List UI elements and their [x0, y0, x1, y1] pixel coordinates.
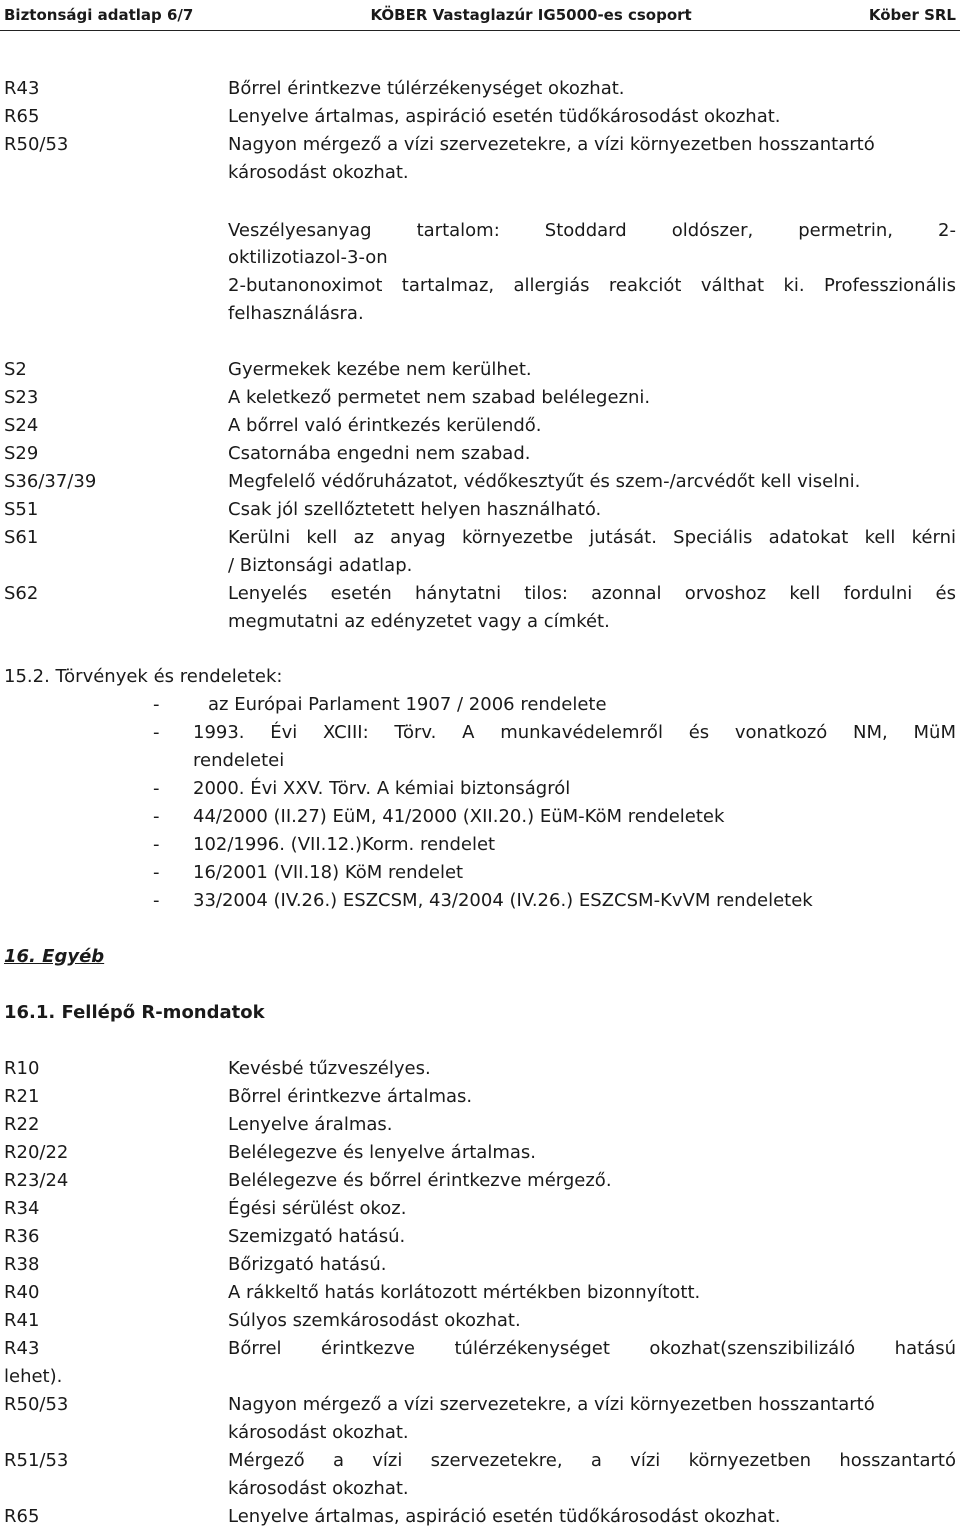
r-phrase: károsodást okozhat.: [228, 1422, 409, 1443]
r-phrase: Bőrrel érintkezve túlérzékenységet okozhat.: [228, 78, 625, 99]
s-phrase: A bőrrel való érintkezés kerülendő.: [228, 415, 542, 436]
r-code: R65: [4, 106, 40, 127]
s-phrase: Csatornába engedni nem szabad.: [228, 443, 531, 464]
s-phrase: Csak jól szellőztetett helyen használható.: [228, 499, 602, 520]
s-code: S23: [4, 387, 39, 408]
section-16-1-subtitle: 16.1. Fellépő R-mondatok: [4, 1002, 265, 1023]
hazard-note-line: 2-butanonoximot tartalmaz, allergiás reakciót válthat ki. Professzionális: [228, 275, 956, 296]
r-code: R21: [4, 1086, 40, 1107]
s-code: S36/37/39: [4, 471, 97, 492]
law-bullet: -: [153, 862, 160, 883]
s-phrase: / Biztonsági adatlap.: [228, 555, 413, 576]
law-item: az Európai Parlament 1907 / 2006 rendelete: [208, 694, 607, 715]
page-header: [0, 0, 960, 30]
r-phrase: Lenyelve áralmas.: [228, 1114, 393, 1135]
header-product-name: KÖBER Vastaglazúr IG5000-es csoport: [370, 6, 692, 24]
r-code: R36: [4, 1226, 40, 1247]
law-item: 16/2001 (VII.18) KöM rendelet: [193, 862, 464, 883]
r-phrase: Szemizgató hatású.: [228, 1226, 406, 1247]
r-phrase: Lenyelve ártalmas, aspiráció esetén tüdőkárosodást okozhat.: [228, 1506, 781, 1527]
r-code: R50/53: [4, 134, 69, 155]
r-phrase: Kevésbé tűzveszélyes.: [228, 1058, 431, 1079]
hazard-note-line: Veszélyesanyag tartalom: Stoddard oldószer, permetrin, 2-: [228, 220, 956, 241]
r-code: R40: [4, 1282, 40, 1303]
law-item: 33/2004 (IV.26.) ESZCSM, 43/2004 (IV.26.) ESZCSM-KvVM rendeletek: [193, 890, 813, 911]
r-code: R38: [4, 1254, 40, 1275]
law-bullet: -: [153, 694, 160, 715]
r-phrase: A rákkeltő hatás korlátozott mértékben bizonnyított.: [228, 1282, 701, 1303]
s-code: S24: [4, 415, 39, 436]
s-code: S2: [4, 359, 27, 380]
s-phrase: Megfelelő védőruházatot, védőkesztyűt és szem-/arcvédőt kell viselni.: [228, 471, 861, 492]
r-phrase: Belélegezve és bőrrel érintkezve mérgező.: [228, 1170, 612, 1191]
r-phrase: Mérgező a vízi szervezetekre, a vízi környezetben hosszantartó: [228, 1450, 956, 1471]
r-phrase: Égési sérülést okoz.: [228, 1198, 407, 1219]
law-bullet: -: [153, 834, 160, 855]
header-divider: [0, 30, 960, 31]
r-phrase: károsodást okozhat.: [228, 162, 409, 183]
r-code: R22: [4, 1114, 40, 1135]
law-item: 2000. Évi XXV. Törv. A kémiai biztonságról: [193, 778, 571, 799]
hazard-note-line: felhasználásra.: [228, 303, 364, 324]
r-code: R65: [4, 1506, 40, 1527]
r-phrase: Bőrizgató hatású.: [228, 1254, 387, 1275]
r-phrase: károsodást okozhat.: [228, 1478, 409, 1499]
r-code: R43: [4, 1338, 40, 1359]
law-bullet: -: [153, 806, 160, 827]
r-phrase-wrap: lehet).: [4, 1366, 63, 1387]
s-phrase: A keletkező permetet nem szabad belélegezni.: [228, 387, 651, 408]
s-phrase: Lenyelés esetén hánytatni tilos: azonnal orvoshoz kell fordulni és: [228, 583, 956, 604]
r-code: R10: [4, 1058, 40, 1079]
r-phrase: Lenyelve ártalmas, aspiráció esetén tüdőkárosodást okozhat.: [228, 106, 781, 127]
r-code: R34: [4, 1198, 40, 1219]
r-phrase: Belélegezve és lenyelve ártalmas.: [228, 1142, 536, 1163]
law-item: rendeletei: [193, 750, 285, 771]
s-code: S62: [4, 583, 39, 604]
r-phrase: Bõrrel érintkezve ártalmas.: [228, 1086, 473, 1107]
r-code: R41: [4, 1310, 40, 1331]
s-code: S29: [4, 443, 39, 464]
s-phrase: Kerülni kell az anyag környezetbe jutását. Speciális adatokat kell kérni: [228, 527, 956, 548]
hazard-note-line: oktilizotiazol-3-on: [228, 247, 388, 268]
r-code: R23/24: [4, 1170, 69, 1191]
header-company: Köber SRL: [868, 6, 956, 24]
laws-heading: 15.2. Törvények és rendeletek:: [4, 666, 283, 687]
law-item: 1993. Évi XCIII: Törv. A munkavédelemről és vonatkozó NM, MüM: [193, 722, 956, 743]
s-phrase: megmutatni az edényzetet vagy a címkét.: [228, 611, 610, 632]
r-code: R20/22: [4, 1142, 69, 1163]
law-bullet: -: [153, 778, 160, 799]
r-code: R50/53: [4, 1394, 69, 1415]
r-phrase: Súlyos szemkárosodást okozhat.: [228, 1310, 521, 1331]
r-phrase: Nagyon mérgező a vízi szervezetekre, a vízi környezetben hosszantartó: [228, 134, 875, 155]
law-item: 102/1996. (VII.12.)Korm. rendelet: [193, 834, 496, 855]
law-item: 44/2000 (II.27) EüM, 41/2000 (XII.20.) EüM-KöM rendeletek: [193, 806, 725, 827]
law-bullet: -: [153, 890, 160, 911]
r-code: R43: [4, 78, 40, 99]
law-bullet: -: [153, 722, 160, 743]
r-phrase: Nagyon mérgező a vízi szervezetekre, a vízi környezetben hosszantartó: [228, 1394, 875, 1415]
header-document-title: Biztonsági adatlap 6/7: [4, 6, 194, 24]
section-16-title: 16. Egyéb: [4, 946, 105, 967]
s-code: S51: [4, 499, 39, 520]
r-code: R51/53: [4, 1450, 69, 1471]
s-code: S61: [4, 527, 39, 548]
s-phrase: Gyermekek kezébe nem kerülhet.: [228, 359, 532, 380]
r-phrase: Bőrrel érintkezve túlérzékenységet okozhat(szenszibilizáló hatású: [228, 1338, 956, 1359]
